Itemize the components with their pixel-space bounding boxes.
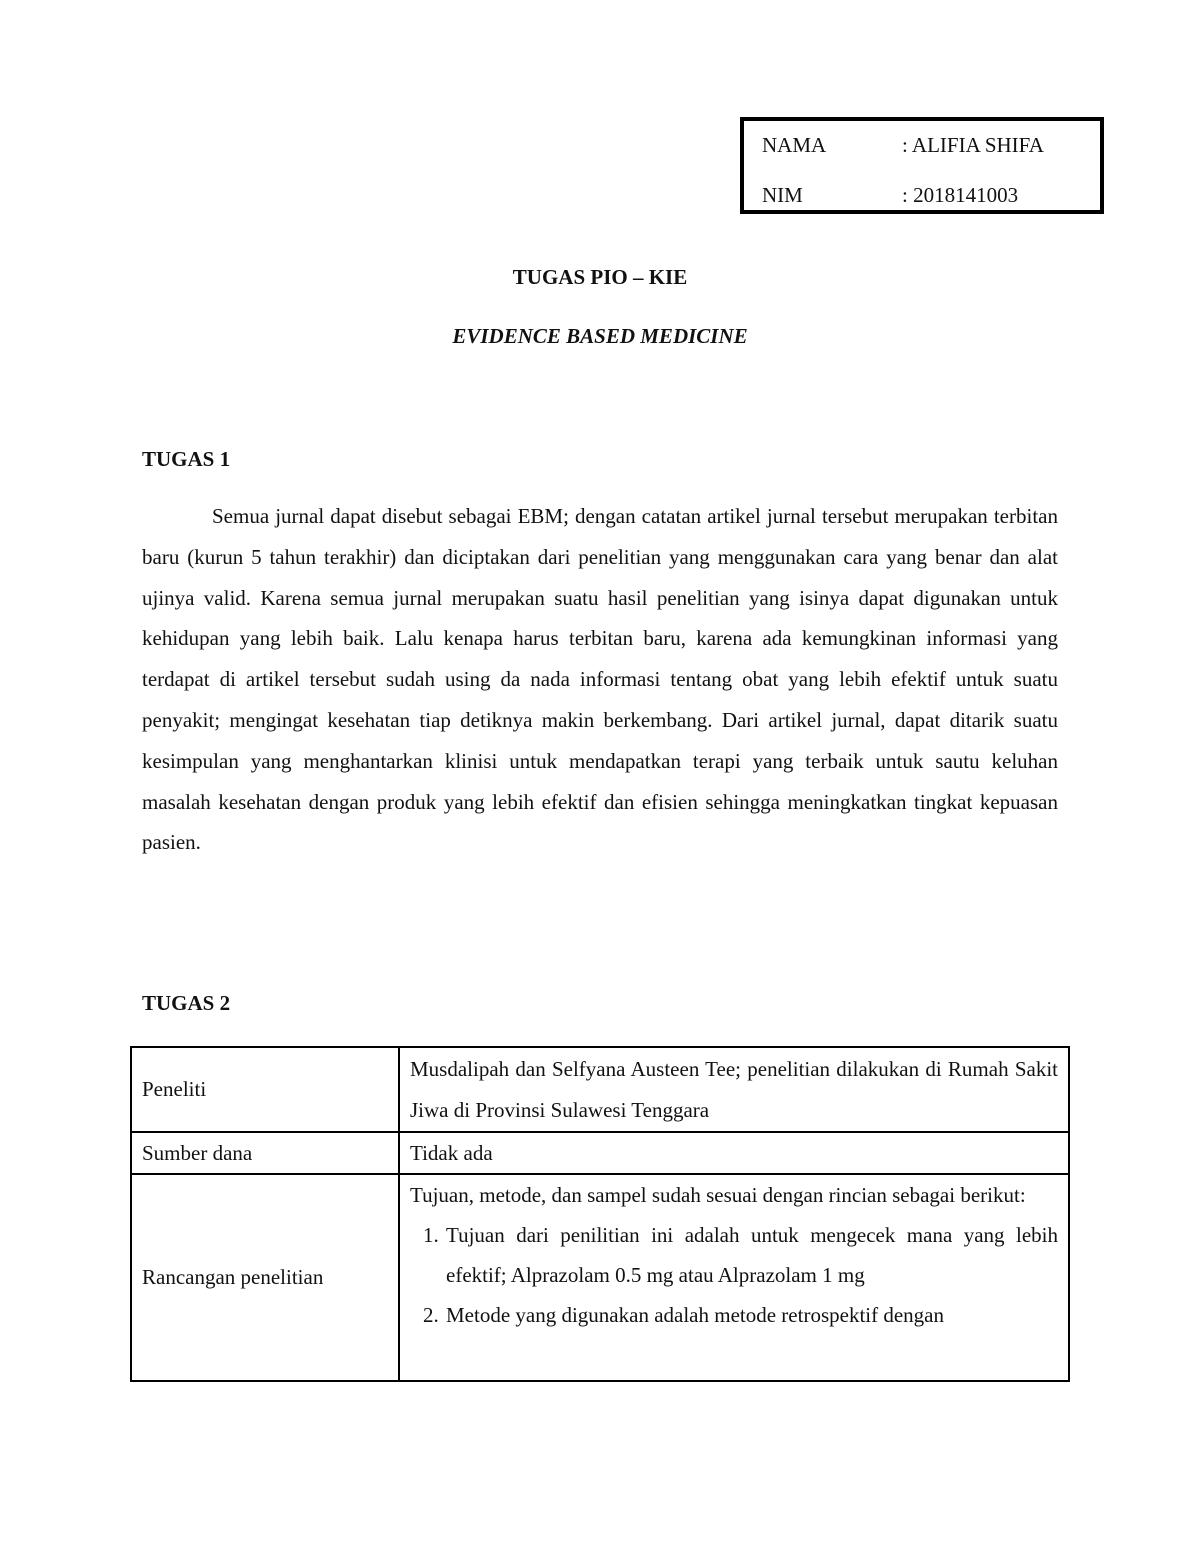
value-peneliti-text: Musdalipah dan Selfyana Austeen Tee; penelitian dilakukan di Rumah Sakit Jiwa di Provinsi Sulawesi Tenggara [410,1056,1058,1122]
identity-row-nama [762,133,1044,158]
label-rancangan: Rancangan penelitian [131,1174,399,1381]
label-peneliti: Peneliti [131,1047,399,1132]
identity-value-nim: : 2018141003 [902,183,1019,207]
task2-heading: TUGAS 2 [142,991,231,1015]
identity-label-nama: NAMA [762,133,827,157]
identity-value-nama: : ALIFIA SHIFA [902,133,1044,157]
label-sumber-dana: Sumber dana [131,1132,399,1174]
identity-box [740,117,1104,214]
table-row-peneliti [131,1047,1069,1132]
value-rancangan [399,1174,1069,1381]
research-table [130,1046,1070,1382]
value-peneliti [399,1047,1069,1132]
document-subtitle: EVIDENCE BASED MEDICINE [452,324,748,348]
list-item: 1. Tujuan dari penilitian ini adalah untuk mengecek mana yang lebih efektif; Alprazolam 0.5 mg atau Alprazolam 1 mg [444,1215,1058,1295]
task1-paragraph: Semua jurnal dapat disebut sebagai EBM; dengan catatan artikel jurnal tersebut merupakan terbitan baru (kurun 5 tahun terakhir) dan diciptakan dari penelitian yang menggunakan cara yang benar dan alat ujinya valid. Karena semua jurnal merupakan suatu hasil penelitian yang isinya dapat digunakan untuk kehidupan yang lebih baik. Lalu kenapa harus terbitan baru, karena ada kemungkinan informasi yang terdapat di artikel tersebut sudah using da nada informasi tentang obat yang lebih efektif untuk suatu penyakit; mengingat kesehatan tiap detiknya makin berkembang. Dari artikel jurnal, dapat ditarik suatu kesimpulan yang menghantarkan klinisi untuk mendapatkan terapi yang terbaik untuk sautu keluhan masalah kesehatan dengan produk yang lebih efektif dan efisien sehingga meningkatkan tingkat kepuasan pasien. [142,504,1058,855]
identity-row-nim [762,183,1018,208]
table-row-rancangan [131,1174,1069,1381]
list-item: 2. Metode yang digunakan adalah metode retrospektif dengan [444,1295,1058,1335]
value-sumber-dana: Tidak ada [399,1132,1069,1174]
rancangan-intro: Tujuan, metode, dan sampel sudah sesuai dengan rincian sebagai berikut: [410,1183,1026,1207]
rancangan-list [410,1215,1058,1335]
task1-heading: TUGAS 1 [142,447,231,471]
identity-label-nim: NIM [762,183,803,207]
document-title: TUGAS PIO – KIE [512,265,688,289]
table-row-sumber-dana [131,1132,1069,1174]
